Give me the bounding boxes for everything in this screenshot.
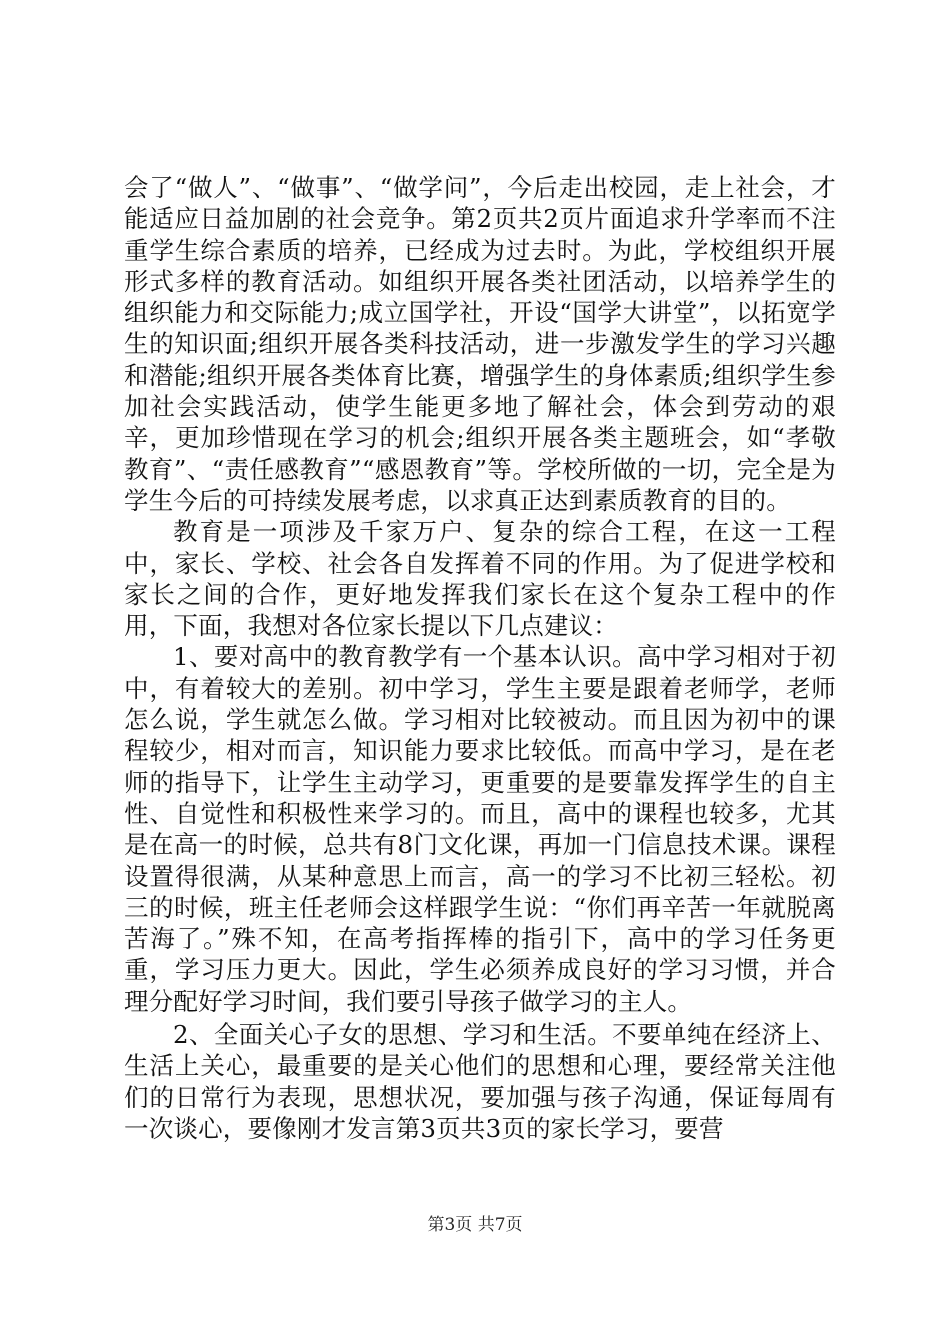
page-footer: 第3页 共7页 <box>427 1215 523 1235</box>
paragraph-education-project: 教育是一项涉及千家万户、复杂的综合工程，在这一工程中，家长、学校、社会各自发挥着不同的作用。为了促进学校和家长之间的合作，更好地发挥我们家长在这个复杂工程中的作用，下面，我想对各位家长提以下几点建议： <box>124 517 836 641</box>
paragraph-school-activities: 会了“做人”、“做事”、“做学问”，今后走出校园，走上社会，才能适应日益加剧的社会竞争。第2页共2页片面追求升学率而不注重学生综合素质的培养，已经成为过去时。为此，学校组织开展形式多样的教育活动。如组织开展各类社团活动，以培养学生的组织能力和交际能力;成立国学社，开设“国学大讲堂”，以拓宽学生的知识面;组织开展各类科技活动，进一步激发学生的学习兴趣和潜能;组织开展各类体育比赛，增强学生的身体素质;组织学生参加社会实践活动，使学生能更多地了解社会，体会到劳动的艰辛，更加珍惜现在学习的机会;组织开展各类主题班会，如“孝敬教育”、“责任感教育”“感恩教育”等。学校所做的一切，完全是为学生今后的可持续发展考虑，以求真正达到素质教育的目的。 <box>124 173 836 515</box>
paragraph-suggestion-2: 2、全面关心子女的思想、学习和生活。不要单纯在经济上、生活上关心，最重要的是关心他们的思想和心理，要经常关注他们的日常行为表现，思想状况，要加强与孩子沟通，保证每周有一次谈心，要像刚才发言第3页共3页的家长学习，要营 <box>124 1020 836 1143</box>
paragraph-suggestion-1: 1、要对高中的教育教学有一个基本认识。高中学习相对于初中，有着较大的差别。初中学习，学生主要是跟着老师学，老师怎么说，学生就怎么做。学习相对比较被动。而且因为初中的课程较少，相对而言，知识能力要求比较低。而高中学习，是在老师的指导下，让学生主动学习，更重要的是要靠发挥学生的自主性、自觉性和积极性来学习的。而且，高中的课程也较多，尤其是在高一的时候，总共有8门文化课，再加一门信息技术课。课程设置得很满，从某种意思上而言，高一的学习不比初三轻松。初三的时候，班主任老师会这样跟学生说：“你们再辛苦一年就脱离苦海了。”殊不知，在高考指挥棒的指引下，高中的学习任务更重，学习压力更大。因此，学生必须养成良好的学习习惯，并合理分配好学习时间，我们要引导孩子做学习的主人。 <box>124 642 836 1016</box>
document-body <box>124 172 836 1144</box>
